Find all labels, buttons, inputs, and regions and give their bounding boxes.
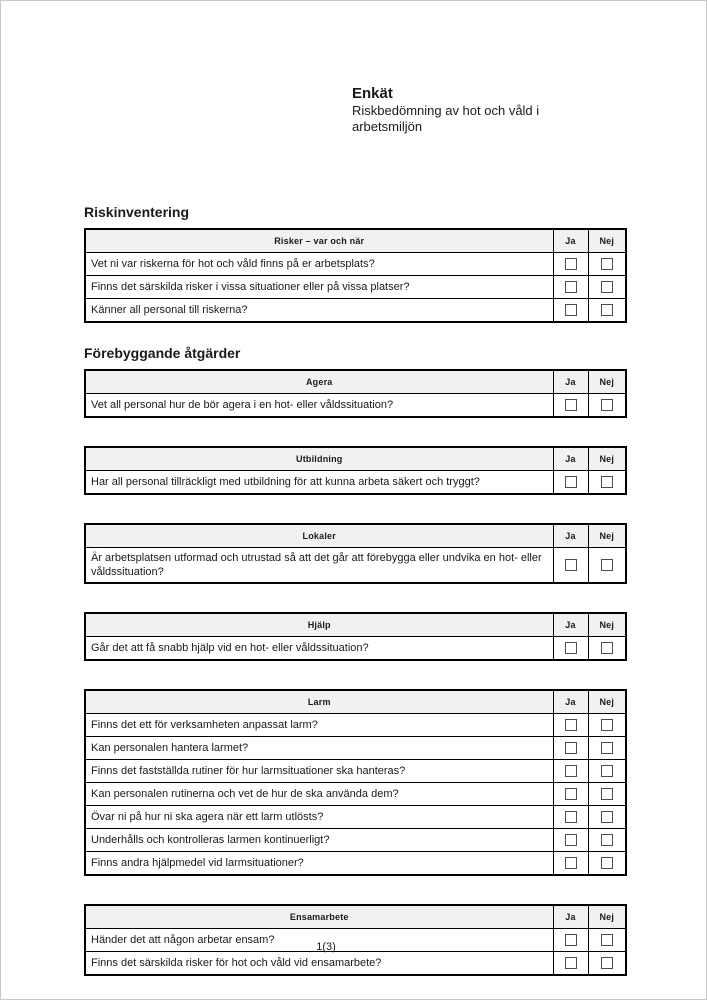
document-subtitle-line1: Riskbedömning av hot och våld i [352,103,540,118]
checkbox-ja[interactable] [565,258,577,270]
checkbox-ja[interactable] [565,742,577,754]
question-text: Finns det särskilda risker för hot och våld vid ensamarbete? [85,952,553,976]
nej-cell [588,760,626,783]
question-text: Finns det fastställda rutiner för hur larmsituationer ska hanteras? [85,760,553,783]
question-row [85,299,626,323]
checkbox-ja[interactable] [565,304,577,316]
ja-cell [553,637,588,661]
nej-cell [588,852,626,876]
nej-cell [588,829,626,852]
document-title: Enkät [352,85,393,102]
question-row [85,852,626,876]
question-row [85,471,626,495]
question-text: Vet all personal hur de bör agera i en hot- eller våldssituation? [85,394,553,418]
question-row [85,253,626,276]
ja-column-header: Ja [553,905,588,929]
nej-cell [588,952,626,976]
question-text: Finns det särskilda risker i vissa situationer eller på vissa platser? [85,276,553,299]
checkbox-ja[interactable] [565,559,577,571]
question-text: Händer det att någon arbetar ensam? [85,929,553,952]
questionnaire-table [84,228,627,323]
question-row [85,806,626,829]
question-text: Går det att få snabb hjälp vid en hot- eller våldssituation? [85,637,553,661]
ja-column-header: Ja [553,613,588,637]
questionnaire-table [84,523,627,584]
document-header [352,85,582,135]
checkbox-ja[interactable] [565,957,577,969]
section-heading: Förebyggande åtgärder [84,345,241,361]
document-body [84,204,625,1000]
table-header-row [85,613,626,637]
questionnaire-table [84,689,627,876]
checkbox-nej[interactable] [601,399,613,411]
checkbox-nej[interactable] [601,559,613,571]
section-heading: Riskinventering [84,204,190,220]
checkbox-nej[interactable] [601,834,613,846]
checkbox-nej[interactable] [601,719,613,731]
table-header-row [85,524,626,548]
checkbox-nej[interactable] [601,642,613,654]
question-text: Finns andra hjälpmedel vid larmsituationer? [85,852,553,876]
checkbox-ja[interactable] [565,811,577,823]
nej-cell [588,276,626,299]
checkbox-ja[interactable] [565,857,577,869]
question-row [85,737,626,760]
ja-column-header: Ja [553,447,588,471]
ja-cell [553,737,588,760]
nej-cell [588,637,626,661]
ja-cell [553,829,588,852]
question-row [85,394,626,418]
question-row [85,783,626,806]
checkbox-nej[interactable] [601,476,613,488]
checkbox-nej[interactable] [601,811,613,823]
question-text: Kan personalen rutinerna och vet de hur de ska använda dem? [85,783,553,806]
ja-column-header: Ja [553,524,588,548]
checkbox-nej[interactable] [601,258,613,270]
nej-cell [588,806,626,829]
table-header-row [85,905,626,929]
ja-cell [553,783,588,806]
question-row [85,829,626,852]
document-subtitle-line2: arbetsmiljön [352,119,423,134]
ja-cell [553,471,588,495]
question-text: Kan personalen hantera larmet? [85,737,553,760]
nej-column-header: Nej [588,905,626,929]
nej-cell [588,253,626,276]
table-topic-header: Agera [85,370,553,394]
nej-cell [588,299,626,323]
question-text: Underhålls och kontrolleras larmen kontinuerligt? [85,829,553,852]
checkbox-ja[interactable] [565,719,577,731]
nej-cell [588,548,626,584]
nej-column-header: Nej [588,447,626,471]
ja-cell [553,276,588,299]
page-number: 1(3) [316,941,336,953]
question-row [85,714,626,737]
nej-column-header: Nej [588,370,626,394]
table-header-row [85,229,626,253]
table-topic-header: Hjälp [85,613,553,637]
checkbox-nej[interactable] [601,742,613,754]
ja-cell [553,253,588,276]
table-header-row [85,690,626,714]
question-text: Övar ni på hur ni ska agera när ett larm utlösts? [85,806,553,829]
ja-cell [553,852,588,876]
checkbox-nej[interactable] [601,281,613,293]
questionnaire-table [84,369,627,418]
questionnaire-table [84,446,627,495]
checkbox-nej[interactable] [601,304,613,316]
checkbox-ja[interactable] [565,281,577,293]
checkbox-ja[interactable] [565,476,577,488]
question-row [85,548,626,584]
nej-cell [588,714,626,737]
question-row [85,276,626,299]
question-text: Vet ni var riskerna för hot och våld finns på er arbetsplats? [85,253,553,276]
nej-cell [588,737,626,760]
nej-cell [588,783,626,806]
question-text: Finns det ett för verksamheten anpassat larm? [85,714,553,737]
nej-column-header: Nej [588,524,626,548]
checkbox-nej[interactable] [601,765,613,777]
table-topic-header: Utbildning [85,447,553,471]
ja-cell [553,714,588,737]
question-text: Känner all personal till riskerna? [85,299,553,323]
ja-cell [553,548,588,584]
table-topic-header: Risker – var och när [85,229,553,253]
ja-cell [553,806,588,829]
ja-column-header: Ja [553,370,588,394]
checkbox-nej[interactable] [601,788,613,800]
ja-cell [553,299,588,323]
checkbox-ja[interactable] [565,399,577,411]
checkbox-ja[interactable] [565,788,577,800]
table-topic-header: Lokaler [85,524,553,548]
nej-column-header: Nej [588,229,626,253]
ja-column-header: Ja [553,690,588,714]
question-row [85,760,626,783]
checkbox-ja[interactable] [565,765,577,777]
questionnaire-table [84,612,627,661]
ja-column-header: Ja [553,229,588,253]
checkbox-nej[interactable] [601,857,613,869]
nej-cell [588,394,626,418]
ja-cell [553,760,588,783]
ja-cell [553,952,588,976]
checkbox-nej[interactable] [601,957,613,969]
checkbox-ja[interactable] [565,834,577,846]
question-row [85,952,626,976]
nej-cell [588,471,626,495]
question-text: Har all personal tillräckligt med utbildning för att kunna arbeta säkert och tryggt? [85,471,553,495]
checkbox-ja[interactable] [565,642,577,654]
table-topic-header: Larm [85,690,553,714]
table-header-row [85,447,626,471]
question-row [85,637,626,661]
question-text: Är arbetsplatsen utformad och utrustad så att det går att förebygga eller undvika en hot- eller våldssituation? [85,548,553,584]
ja-cell [553,394,588,418]
nej-column-header: Nej [588,690,626,714]
table-header-row [85,370,626,394]
nej-column-header: Nej [588,613,626,637]
table-topic-header: Ensamarbete [85,905,553,929]
questionnaire-table [84,904,627,976]
